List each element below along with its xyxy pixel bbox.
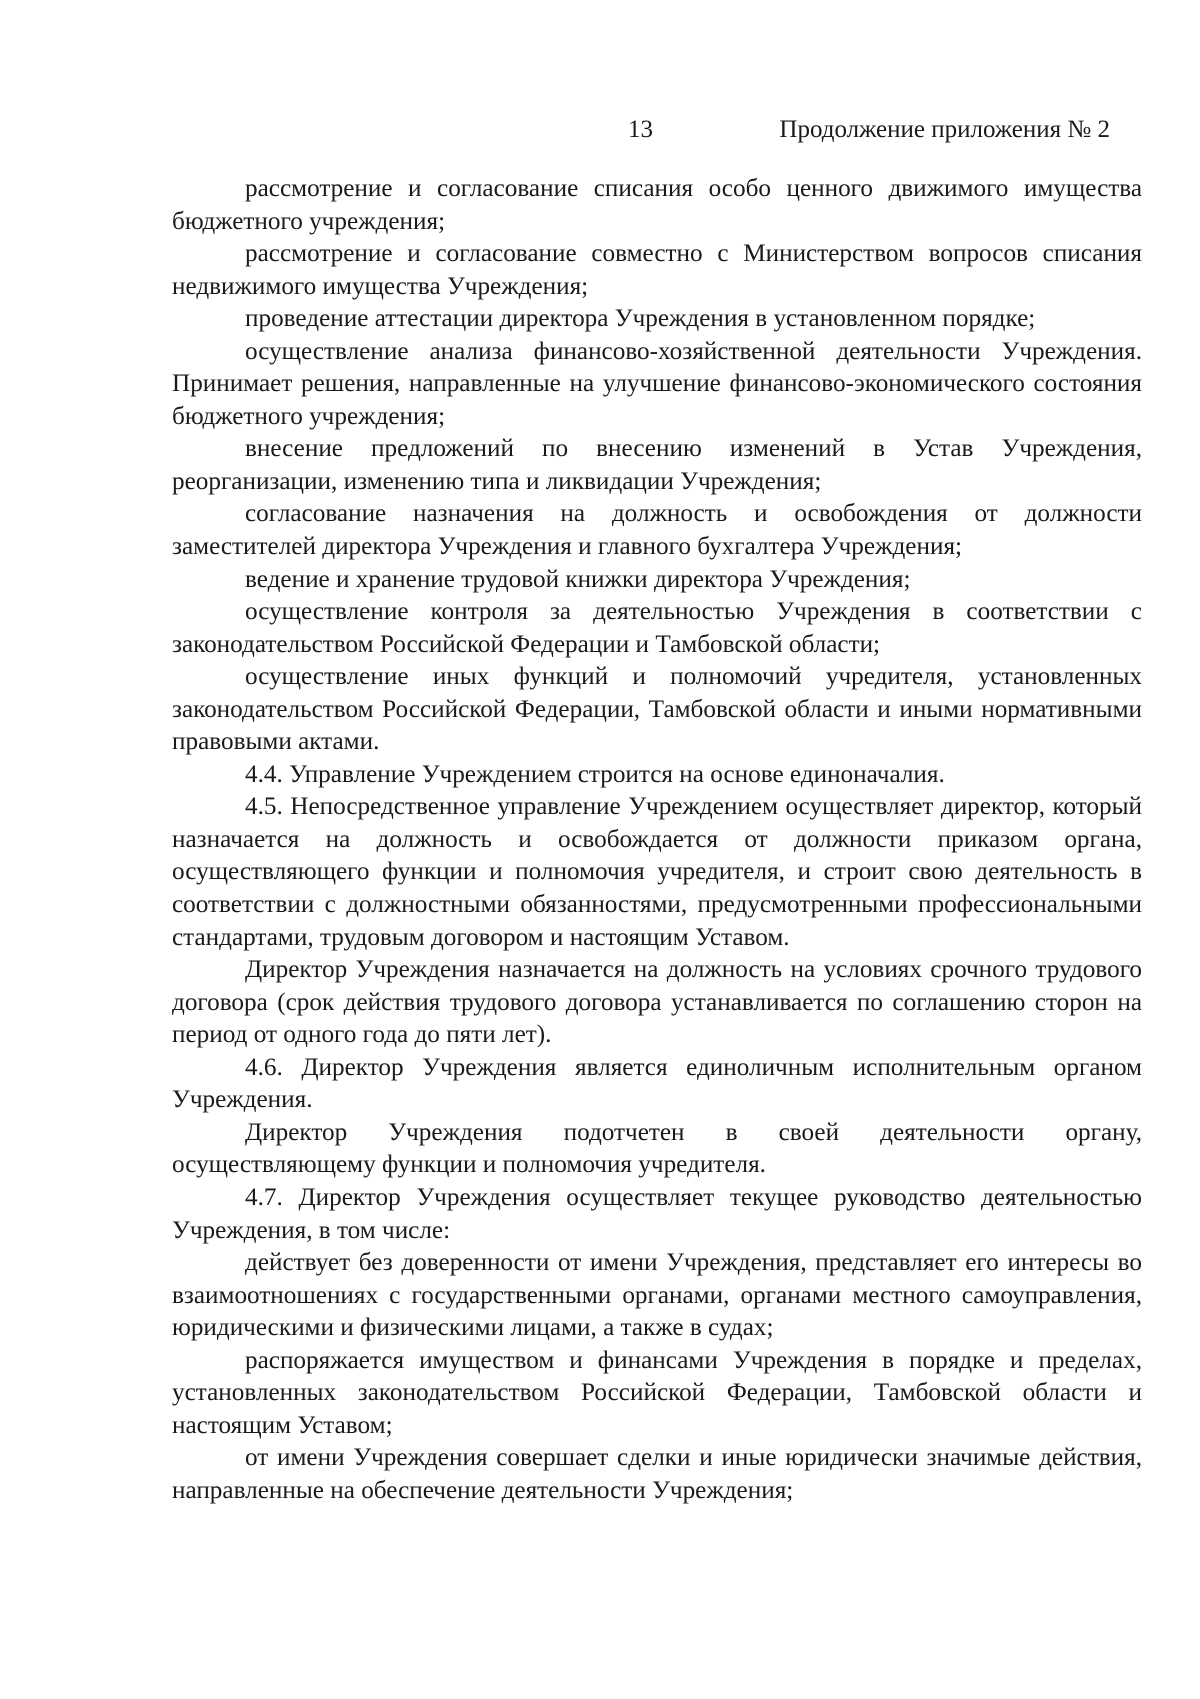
- paragraph-section-4-5: 4.5. Непосредственное управление Учреждением осуществляет директор, который назначается на должность и освобождается от должности приказом органа, осуществляющего функции и полномочия учредителя, и строит свою деятельность в соответствии с должностными обязанностями, предусмотренными профессиональными стандартами, трудовым договором и настоящим Уставом.: [172, 793, 1142, 951]
- paragraph-director-certification: проведение аттестации директора Учреждения в установленном порядке;: [245, 305, 1036, 333]
- document-body: [172, 173, 1142, 1507]
- paragraph-director-contract: Директор Учреждения назначается на должность на условиях срочного трудового договора (срок действия трудового договора устанавливается по соглашению сторон на период от одного года до пяти лет).: [172, 956, 1142, 1049]
- paragraph-write-off-movable-property: рассмотрение и согласование списания особо ценного движимого имущества бюджетного учреждения;: [172, 175, 1142, 235]
- paragraph-deputy-appointment: согласование назначения на должность и освобождения от должности заместителей директора Учреждения и главного бухгалтера Учреждения;: [172, 500, 1142, 561]
- page-header: [0, 114, 1200, 150]
- paragraph-section-4-4: 4.4. Управление Учреждением строится на основе единоначалия.: [245, 760, 945, 788]
- paragraph-charter-amendments: внесение предложений по внесению изменений в Устав Учреждения, реорганизации, изменению типа и ликвидации Учреждения;: [172, 435, 1142, 495]
- paragraph-manages-property: распоряжается имуществом и финансами Учреждения в порядке и пределах, установленных законодательством Российской Федерации, Тамбовской области и настоящим Уставом;: [172, 1346, 1142, 1439]
- paragraph-other-functions: осуществление иных функций и полномочий учредителя, установленных законодательством Российской Федерации, Тамбовской области и иными нормативными правовыми актами.: [172, 663, 1142, 756]
- paragraph-activity-control: осуществление контроля за деятельностью Учреждения в соответствии с законодательством Российской Федерации и Тамбовской области;: [172, 598, 1142, 658]
- paragraph-section-4-6: 4.6. Директор Учреждения является единоличным исполнительным органом Учреждения.: [172, 1053, 1142, 1114]
- paragraph-section-4-7: 4.7. Директор Учреждения осуществляет текущее руководство деятельностью Учреждения, в том числе:: [172, 1183, 1142, 1244]
- page-number: 13: [628, 116, 653, 143]
- paragraph-director-accountability: Директор Учреждения подотчетен в своей деятельности органу, осуществляющему функции и полномочия учредителя.: [172, 1118, 1142, 1179]
- appendix-continuation-note: Продолжение приложения № 2: [779, 116, 1110, 143]
- paragraph-acts-without-power-of-attorney: действует без доверенности от имени Учреждения, представляет его интересы во взаимоотношениях с государственными органами, органами местного самоуправления, юридическими и физическими лицами, а также в судах;: [172, 1249, 1142, 1342]
- paragraph-employment-record: ведение и хранение трудовой книжки директора Учреждения;: [245, 565, 911, 593]
- paragraph-concludes-transactions: от имени Учреждения совершает сделки и иные юридически значимые действия, направленные на обеспечение деятельности Учреждения;: [172, 1444, 1142, 1504]
- paragraph-write-off-real-estate: рассмотрение и согласование совместно с Министерством вопросов списания недвижимого имущества Учреждения;: [172, 240, 1142, 300]
- paragraph-financial-analysis: осуществление анализа финансово-хозяйственной деятельности Учреждения. Принимает решения, направленные на улучшение финансово-экономического состояния бюджетного учреждения;: [172, 337, 1142, 430]
